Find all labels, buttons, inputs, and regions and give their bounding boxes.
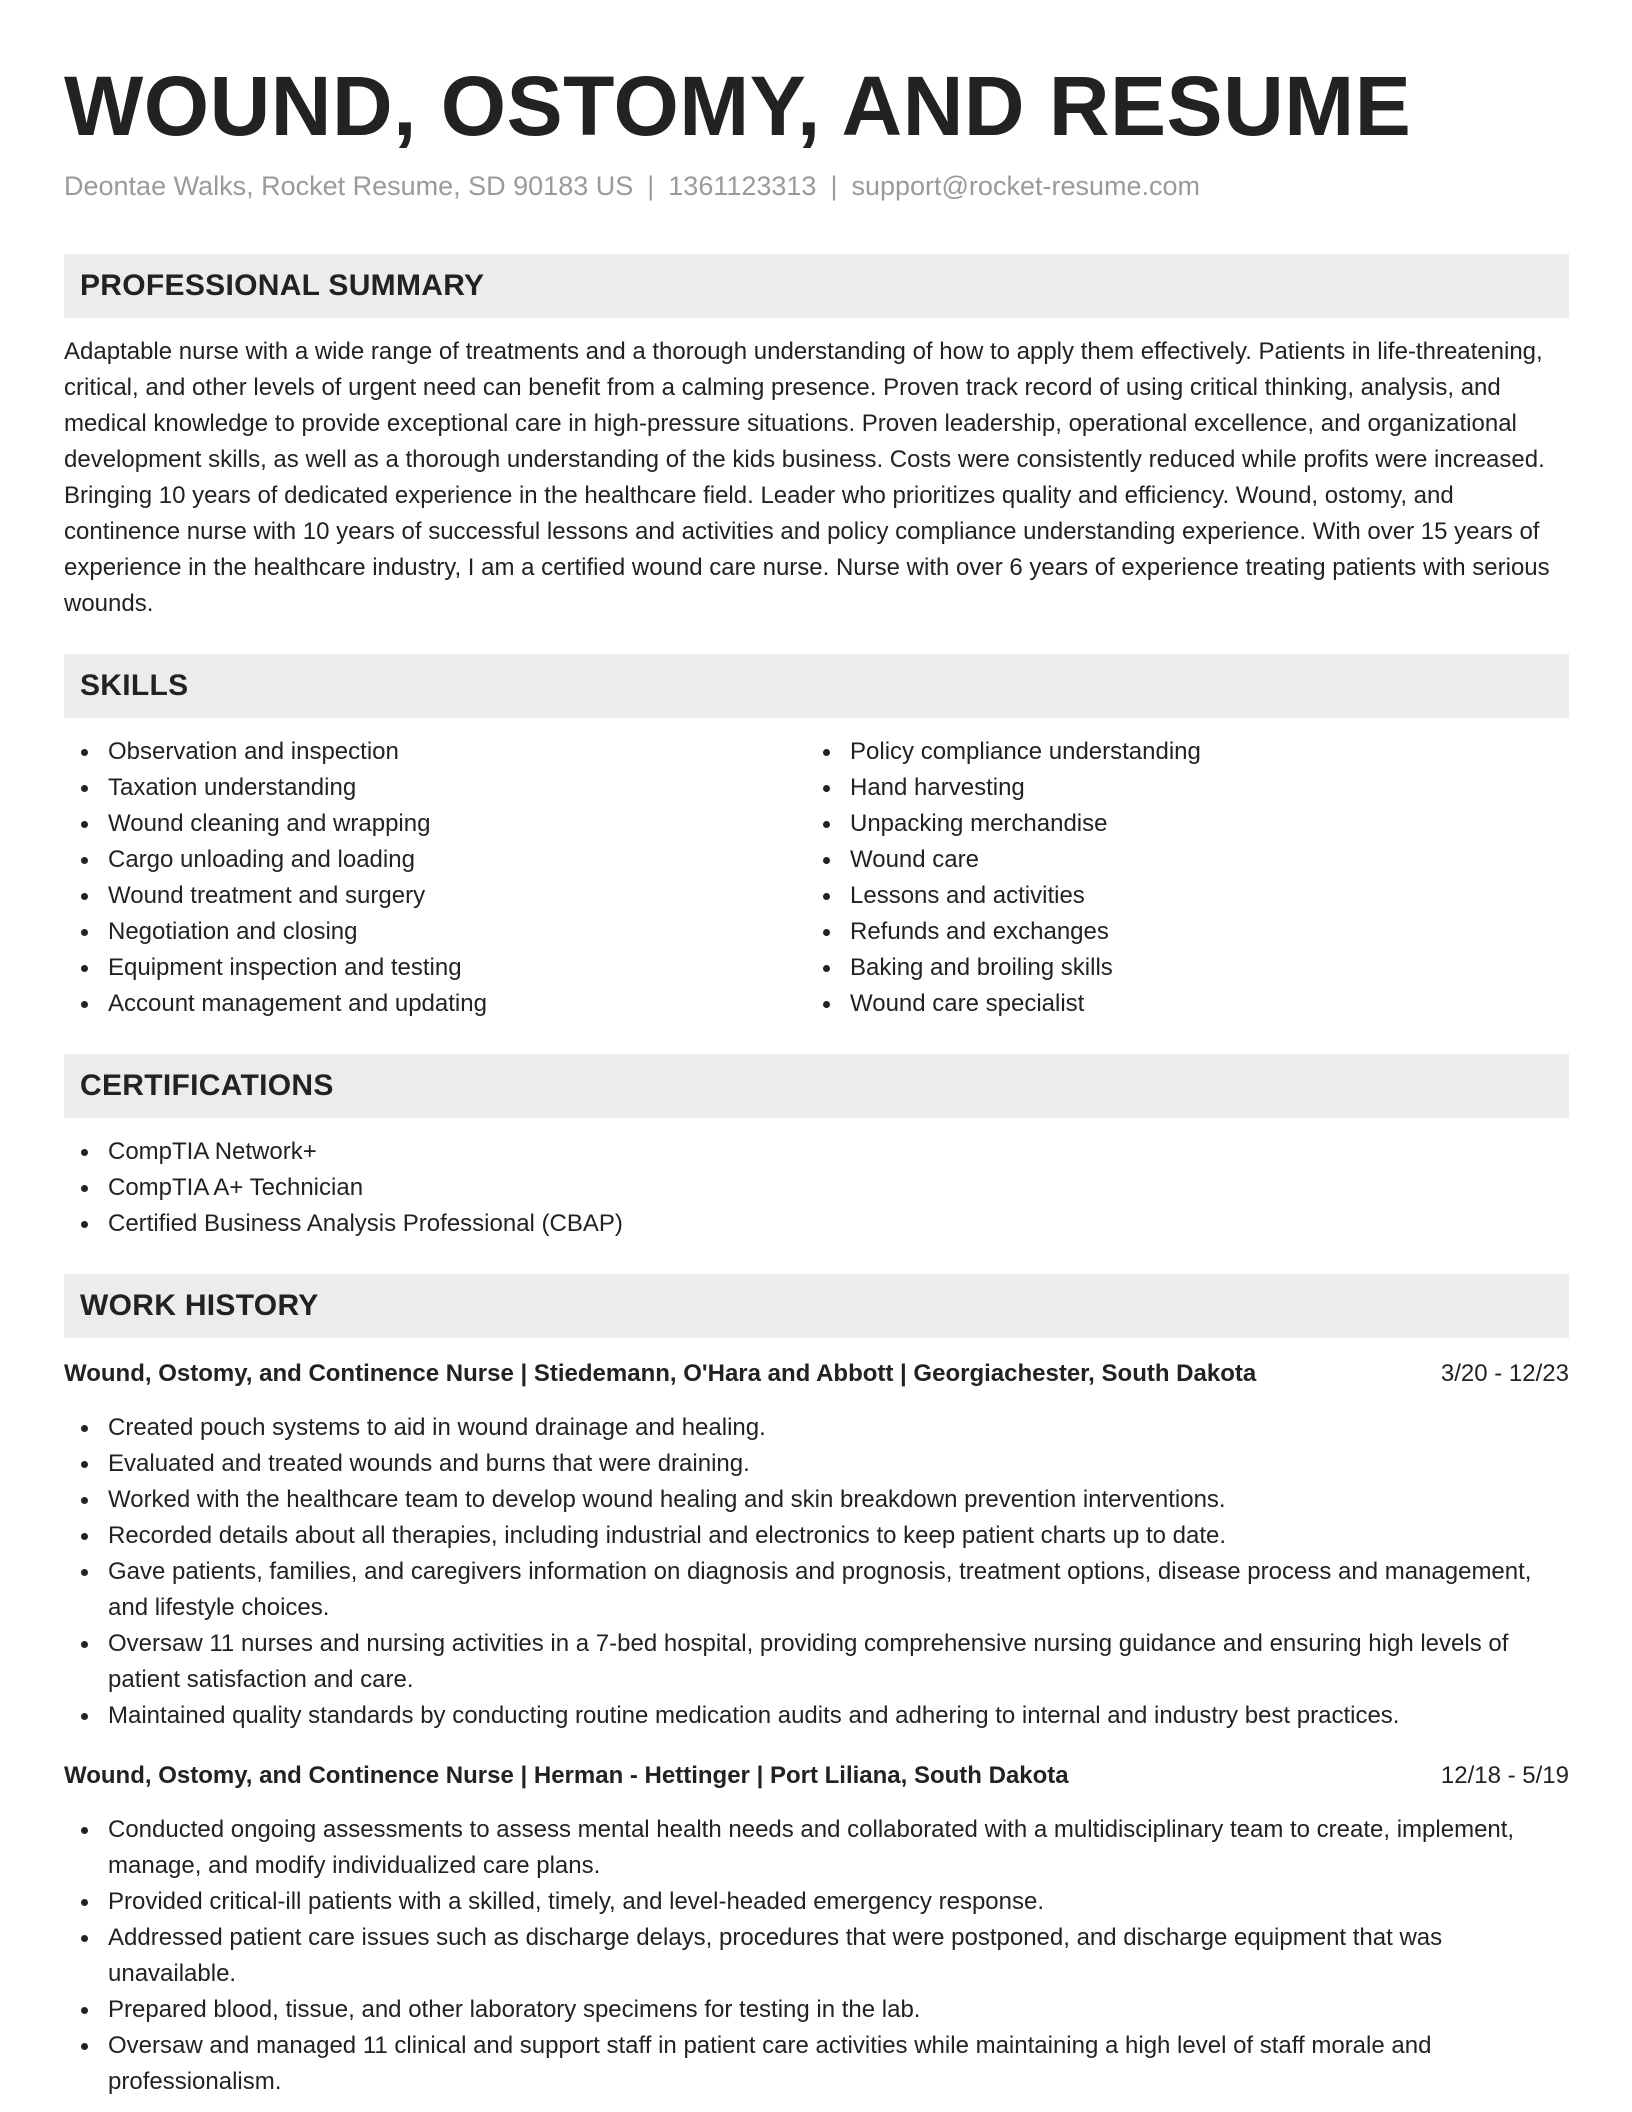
job-header [64, 1758, 1569, 1794]
resume-title: WOUND, OSTOMY, AND RESUME [64, 59, 1412, 153]
skill-item: Wound cleaning and wrapping [64, 806, 806, 842]
contact-email: support@rocket-resume.com [851, 171, 1200, 201]
job-bullet: Worked with the healthcare team to develop wound healing and skin breakdown prevention interventions. [64, 1482, 1569, 1518]
skill-item: Baking and broiling skills [806, 950, 1548, 986]
job-bullet: Maintained quality standards by conducting routine medication audits and adhering to internal and industry best practices. [64, 1698, 1569, 1734]
work-history-heading: WORK HISTORY [64, 1274, 1569, 1338]
certification-item: Certified Business Analysis Professional (CBAP) [64, 1206, 1569, 1242]
job-title: Wound, Ostomy, and Continence Nurse | Herman - Hettinger | Port Liliana, South Dakota [64, 1762, 1069, 1789]
certifications-heading: CERTIFICATIONS [64, 1054, 1569, 1118]
job-entry [64, 1356, 1569, 1734]
job-entry [64, 1758, 1569, 2100]
certifications-list [64, 1134, 1569, 1242]
skills-grid [64, 734, 1569, 1022]
job-bullet: Addressed patient care issues such as discharge delays, procedures that were postponed, and discharge equipment that was unavailable. [64, 1920, 1569, 1992]
skill-item: Cargo unloading and loading [64, 842, 806, 878]
certification-item: CompTIA Network+ [64, 1134, 1569, 1170]
skills-list-left [64, 734, 806, 1022]
skill-item: Negotiation and closing [64, 914, 806, 950]
job-header [64, 1356, 1569, 1392]
certification-item: CompTIA A+ Technician [64, 1170, 1569, 1206]
contact-address: Deontae Walks, Rocket Resume, SD 90183 US [64, 171, 634, 201]
contact-separator: | [830, 171, 838, 201]
contact-phone: 1361123313 [668, 171, 817, 201]
job-bullet: Provided critical-ill patients with a skilled, timely, and level-headed emergency response. [64, 1884, 1569, 1920]
job-bullet: Gave patients, families, and caregivers information on diagnosis and prognosis, treatment options, disease process and management, and lifestyle choices. [64, 1554, 1569, 1626]
skill-item: Observation and inspection [64, 734, 806, 770]
summary-text: Adaptable nurse with a wide range of treatments and a thorough understanding of how to apply them effectively. Patients in life-threatening, critical, and other levels of urgent need can benefit from a calming presence. Proven track record of using critical thinking, analysis, and medical knowledge to provide exceptional care in high-pressure situations. Proven leadership, operational excellence, and organizational development skills, as well as a thorough understanding of the kids business. Costs were consistently reduced while profits were increased. Bringing 10 years of dedicated experience in the healthcare field. Leader who prioritizes quality and efficiency. Wound, ostomy, and continence nurse with 10 years of successful lessons and activities and policy compliance understanding experience. With over 15 years of experience in the healthcare industry, I am a certified wound care nurse. Nurse with over 6 years of experience treating patients with serious wounds. [64, 338, 1550, 617]
skills-list-right [806, 734, 1548, 1022]
job-bullet: Created pouch systems to aid in wound drainage and healing. [64, 1410, 1569, 1446]
skills-heading: SKILLS [64, 654, 1569, 718]
job-bullet: Oversaw and managed 11 clinical and support staff in patient care activities while maintaining a high level of staff morale and professionalism. [64, 2028, 1569, 2100]
skill-item: Unpacking merchandise [806, 806, 1548, 842]
contact-separator: | [647, 171, 655, 201]
skill-item: Account management and updating [64, 986, 806, 1022]
job-bullet: Recorded details about all therapies, including industrial and electronics to keep patient charts up to date. [64, 1518, 1569, 1554]
skill-item: Wound care [806, 842, 1548, 878]
job-title: Wound, Ostomy, and Continence Nurse | Stiedemann, O'Hara and Abbott | Georgiachester, South Dakota [64, 1360, 1257, 1387]
skill-item: Hand harvesting [806, 770, 1548, 806]
job-bullet: Evaluated and treated wounds and burns that were draining. [64, 1446, 1569, 1482]
job-bullets [64, 1410, 1569, 1734]
skill-item: Wound treatment and surgery [64, 878, 806, 914]
summary-heading: PROFESSIONAL SUMMARY [64, 254, 1569, 318]
skill-item: Equipment inspection and testing [64, 950, 806, 986]
job-dates: 12/18 - 5/19 [1440, 1762, 1569, 1789]
job-bullet: Oversaw 11 nurses and nursing activities in a 7-bed hospital, providing comprehensive nursing guidance and ensuring high levels of patient satisfaction and care. [64, 1626, 1569, 1698]
job-bullet: Conducted ongoing assessments to assess mental health needs and collaborated with a multidisciplinary team to create, implement, manage, and modify individualized care plans. [64, 1812, 1569, 1884]
job-dates: 3/20 - 12/23 [1440, 1360, 1569, 1387]
skill-item: Wound care specialist [806, 986, 1548, 1022]
skill-item: Lessons and activities [806, 878, 1548, 914]
job-bullet: Prepared blood, tissue, and other laboratory specimens for testing in the lab. [64, 1992, 1569, 2028]
skill-item: Taxation understanding [64, 770, 806, 806]
job-bullets [64, 1812, 1569, 2100]
skill-item: Refunds and exchanges [806, 914, 1548, 950]
skill-item: Policy compliance understanding [806, 734, 1548, 770]
contact-line [64, 168, 1569, 204]
